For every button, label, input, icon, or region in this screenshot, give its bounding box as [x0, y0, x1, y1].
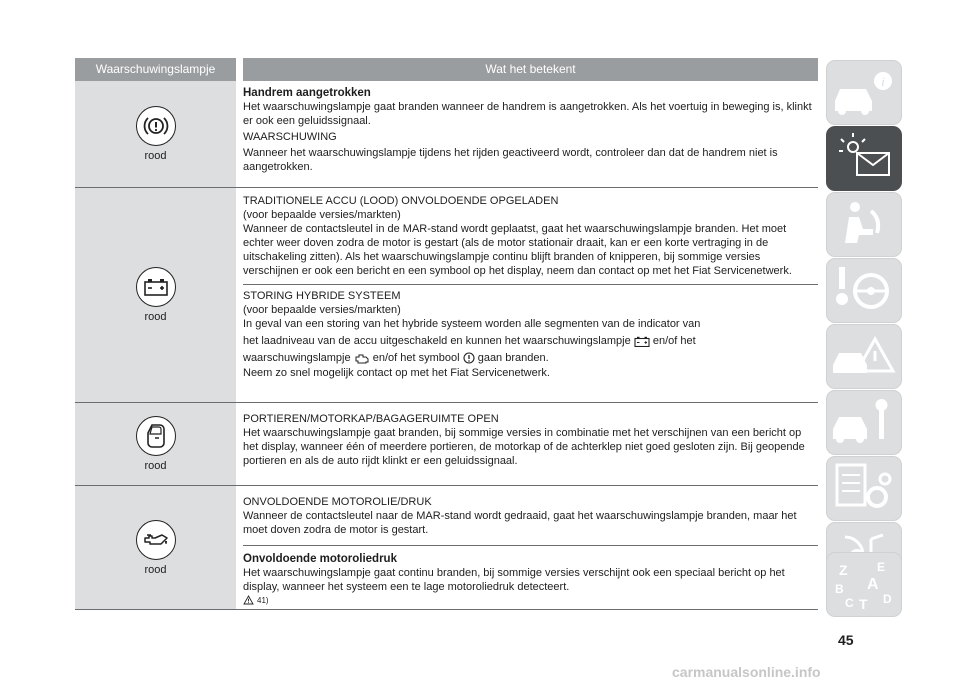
chapter-tab-starting-driving[interactable]: [826, 258, 902, 323]
table-row: [75, 188, 818, 403]
engine-fault-icon: [354, 353, 370, 364]
section-title: Onvoldoende motoroliedruk: [243, 553, 397, 565]
table-header: [75, 58, 818, 81]
chapter-tab-technical-data[interactable]: [826, 456, 902, 521]
icon-cell: [75, 403, 236, 485]
chapter-tab-emergency[interactable]: [826, 324, 902, 389]
svg-text:B: B: [835, 582, 844, 596]
battery-icon: [634, 336, 650, 347]
meaning-cell: [243, 81, 818, 187]
paragraph: Wanneer de contactsleutel in de MAR-stand wordt geplaatst, gaat het waarschuwingslampje branden. Het moet echter weer doven zodra de motor is gestart (als de motor stationair draait, kan er een korte vertraging in de uitschakeling zitten). Als het waarschuwingslampje continu blijft branden of knipperen, bij sommige versies verschijnen er ook een bericht en een symbool op het display, neem dan contact op met het Fiat Servicenetwerk.: [243, 223, 792, 277]
paragraph: Het waarschuwingslampje gaat continu branden, bij sommige versies verschijnt ook een speciaal bericht op het display, wanneer het systeem een te lage motoroliedruk detecteert.: [243, 567, 785, 593]
steering-wheel-key-icon: [827, 259, 901, 322]
light-color: rood: [144, 563, 167, 576]
header-warning-light: Waarschuwingslampje: [75, 58, 236, 81]
table-row: [75, 81, 818, 188]
car-info-icon: [827, 61, 901, 124]
svg-text:i: i: [881, 74, 885, 89]
chapter-tab-warning-lights[interactable]: [826, 126, 902, 191]
exclamation-circle-icon: [463, 352, 475, 364]
svg-text:C: C: [845, 596, 854, 610]
paragraph: Het waarschuwingslampje gaat branden wanneer de handrem is aangetrokken. Als het voertuig in beweging is, klinkt er ook een geluidssignaal.: [243, 101, 812, 127]
meaning-cell: [243, 486, 818, 609]
warning-lights-table: [75, 58, 818, 610]
table-row: [75, 403, 818, 486]
technical-data-gear-icon: [827, 457, 901, 520]
meaning-cell: [243, 188, 818, 402]
svg-text:Z: Z: [839, 562, 848, 578]
maintenance-car-wrench-icon: [827, 391, 901, 454]
emergency-car-icon: [827, 325, 901, 388]
warning-light-message-icon: [827, 127, 901, 190]
paragraph: Wanneer het waarschuwingslampje tijdens het rijden geactiveerd wordt, controleer dan dat de handrem niet is aangetrokken.: [243, 147, 778, 173]
meaning-cell: [243, 403, 818, 485]
warning-triangle-icon: [243, 595, 254, 605]
light-color: rood: [144, 150, 167, 162]
section-heading: STORING HYBRIDE SYSTEEM: [243, 290, 401, 302]
paragraph: het laadniveau van de accu uitgeschakeld en kunnen het waarschuwingslampje en/of het: [243, 335, 696, 347]
paragraph: WAARSCHUWING: [243, 131, 337, 143]
paragraph: In geval van een storing van het hybride systeem worden alle segmenten van de indicator van: [243, 318, 701, 330]
icon-cell: [75, 81, 236, 187]
light-color: rood: [144, 460, 167, 472]
section-heading: ONVOLDOENDE MOTOROLIE/DRUK: [243, 496, 432, 508]
chapter-tab-index[interactable]: [826, 552, 902, 617]
section-heading: TRADITIONELE ACCU (LOOD) ONVOLDOENDE OPGELADEN: [243, 195, 559, 207]
svg-text:E: E: [877, 560, 886, 574]
section-title: Handrem aangetrokken: [243, 87, 371, 99]
seat-airbag-icon: [827, 193, 901, 256]
alphabetical-index-icon: [827, 553, 901, 616]
watermark: carmanualsonline.info: [672, 664, 821, 680]
paragraph: (voor bepaalde versies/markten): [243, 304, 401, 316]
icon-cell: [75, 486, 236, 609]
light-color: rood: [144, 311, 167, 323]
chapter-tab-vehicle-info[interactable]: [826, 60, 902, 125]
handbrake-warning-icon: [136, 106, 176, 146]
svg-text:A: A: [867, 576, 879, 593]
oil-can-icon: [136, 520, 176, 560]
page-number: 45: [838, 632, 854, 648]
paragraph: waarschuwingslampje en/of het symbool gaan branden.: [243, 352, 549, 364]
section-heading: PORTIEREN/MOTORKAP/BAGAGERUIMTE OPEN: [243, 413, 499, 425]
reference-number: 41): [257, 595, 269, 605]
paragraph: Het waarschuwingslampje gaat branden, bij sommige versies in combinatie met het verschijnen van een bericht op het display, wanneer één of meerdere portieren, de motorkap of de achterklep niet goed gesloten zijn. Bij geopende portieren en als de auto rijdt klinkt er een geluidssignaal.: [243, 427, 805, 467]
door-open-icon: [136, 416, 176, 456]
chapter-tab-maintenance[interactable]: [826, 390, 902, 455]
reference-note: [243, 595, 818, 605]
paragraph: (voor bepaalde versies/markten): [243, 209, 401, 221]
paragraph: Wanneer de contactsleutel naar de MAR-stand wordt gedraaid, gaat het waarschuwingslampje branden, maar het moet doven zodra de motor is gestart.: [243, 510, 797, 536]
svg-text:T: T: [859, 596, 868, 612]
paragraph: Neem zo snel mogelijk contact op met het Fiat Servicenetwerk.: [243, 367, 550, 379]
header-meaning: Wat het betekent: [243, 58, 818, 81]
table-row: [75, 486, 818, 610]
svg-text:D: D: [883, 592, 892, 606]
chapter-tab-safety[interactable]: [826, 192, 902, 257]
battery-icon: [136, 267, 176, 307]
icon-cell: [75, 188, 236, 402]
